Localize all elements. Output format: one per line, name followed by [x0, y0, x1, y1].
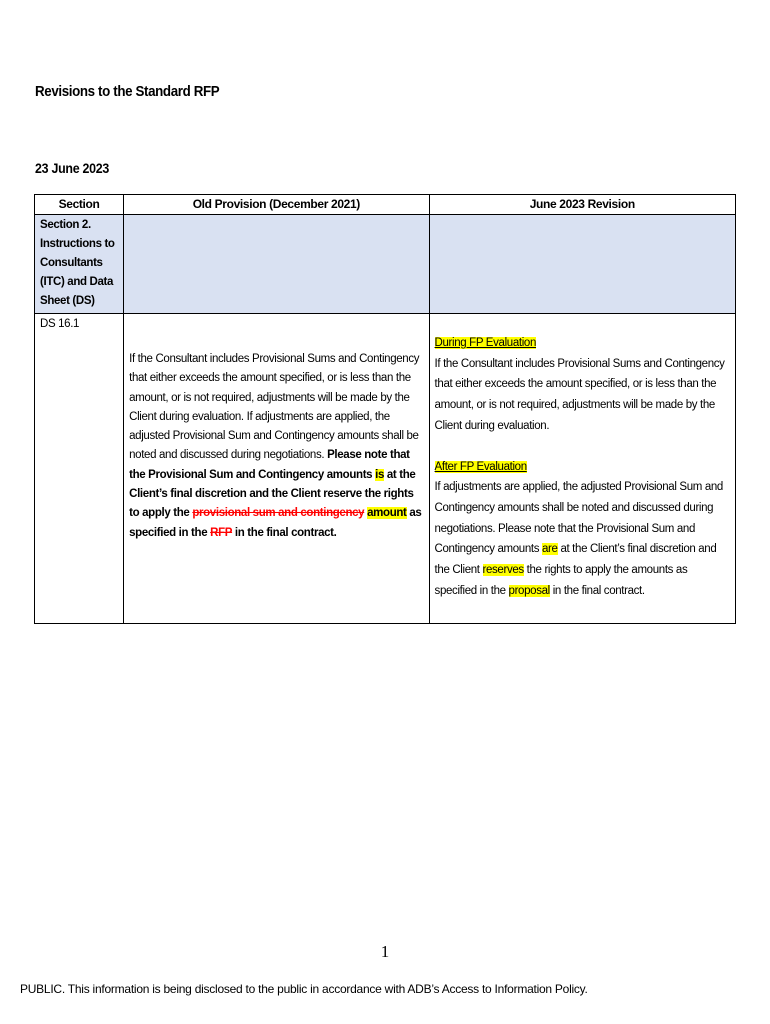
header-old-provision: Old Provision (December 2021): [124, 195, 429, 215]
highlight-is: is: [375, 468, 384, 481]
deleted-text: provisional sum and contingency: [192, 507, 365, 520]
old-bold-text: in the final contract.: [234, 526, 337, 539]
old-provision-cell: [124, 314, 429, 624]
revision-text-run: at the Client’s final discretion and the Client: [434, 543, 717, 577]
revision-text-run: If adjustments are applied, the adjusted Provisional Sum and Contingency amounts shall be noted and discussed during negotiations. Please note that the Provisional Sum and Contingency amounts: [434, 481, 723, 556]
header-revision: June 2023 Revision: [429, 195, 735, 215]
revision-text-run: in the final contract.: [552, 584, 645, 597]
revision-text-run: the rights to apply the amounts as specified in the: [434, 564, 688, 597]
highlight-reserves: reserves: [482, 564, 524, 577]
highlight-proposal: proposal: [508, 584, 550, 597]
old-bold-text: at the Client’s final discretion and the Client reserve the rights to apply the: [129, 468, 416, 520]
document-date: 23 June 2023: [35, 161, 110, 176]
revisions-table: [34, 194, 736, 624]
after-evaluation-heading: After FP Evaluation: [434, 460, 527, 473]
old-provision-text: [124, 350, 428, 543]
deleted-text: RFP: [210, 526, 233, 539]
header-section: Section: [35, 195, 124, 215]
document-title: Revisions to the Standard RFP: [35, 84, 220, 100]
old-plain-text: If the Consultant includes Provisional Sums and Contingency that either exceeds the amount specified, or is less than the amount, or is not required, adjustments will be made by the Client during evaluation. If adjustments are applied, the adjusted Provisional Sum and Contingency amounts shall be noted and discussed during negotiations.: [129, 353, 420, 462]
table-header-row: [35, 195, 736, 215]
section-row: [35, 215, 736, 314]
old-bold-text: as specified in the: [129, 507, 422, 539]
section-empty-cell: [429, 215, 735, 314]
table-row: [35, 314, 736, 624]
revision-cell: [429, 314, 735, 624]
highlight-amount: amount: [367, 507, 407, 520]
old-bold-text: Please note that the Provisional Sum and Contingency amounts: [129, 449, 410, 481]
revision-paragraph: If the Consultant includes Provisional Sums and Contingency that either exceeds the amount specified, or is less than the amount, or is not required, adjustments will be made by the Client during evaluation.: [434, 357, 725, 432]
during-evaluation-heading: During FP Evaluation: [434, 337, 537, 349]
revision-text: [430, 333, 735, 601]
page-number: 1: [380, 942, 390, 961]
section-empty-cell: [124, 215, 429, 314]
revision-paragraph: [435, 477, 730, 601]
disclosure-footer: PUBLIC. This information is being disclosed to the public in accordance with ADB’s Access to Information Policy.: [20, 982, 588, 996]
section-label: Section 2. Instructions to Consultants (ITC) and Data Sheet (DS): [35, 215, 124, 314]
clause-label: DS 16.1: [35, 314, 124, 624]
highlight-are: are: [542, 543, 558, 556]
